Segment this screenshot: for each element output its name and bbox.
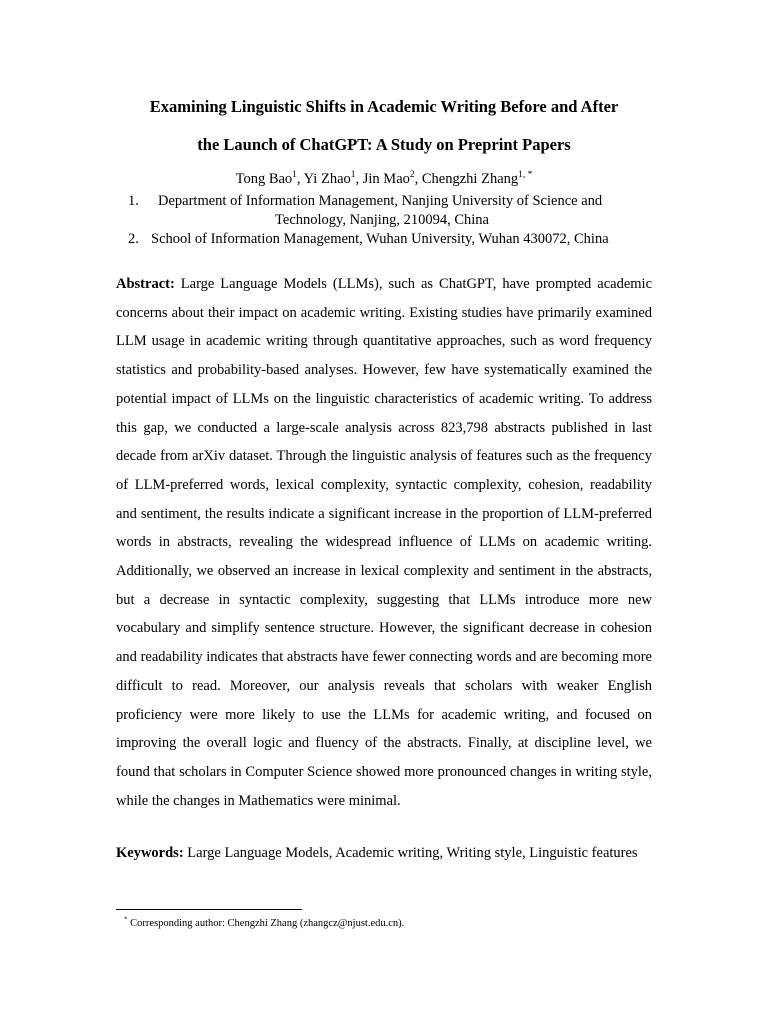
affiliation-number: 2. bbox=[128, 231, 139, 247]
footnote-text: Corresponding author: Chengzhi Zhang (zhangcz@njust.edu.cn). bbox=[130, 918, 405, 929]
paper-title-line-1: Examining Linguistic Shifts in Academic Writing Before and After bbox=[149, 97, 619, 116]
affiliation-text-line-1: Department of Information Management, Nanjing University of Science and bbox=[158, 193, 603, 209]
author-name: Chengzhi Zhang bbox=[421, 171, 519, 187]
author-name: Jin Mao bbox=[362, 171, 410, 187]
author-affiliation-mark: 1 bbox=[292, 170, 297, 181]
author-separator: , bbox=[296, 171, 304, 187]
author-name: Tong Bao bbox=[235, 171, 293, 187]
affiliation-text-line-1: School of Information Management, Wuhan University, Wuhan 430072, China bbox=[151, 231, 609, 247]
paper-title-line-2: the Launch of ChatGPT: A Study on Preprint Papers bbox=[197, 135, 571, 154]
keywords-label: Keywords: bbox=[116, 845, 184, 861]
author-affiliation-mark: 2 bbox=[409, 170, 415, 181]
abstract-text: Large Language Models (LLMs), such as ChatGPT, have prompted academic concerns about their impact on academic writing. Existing studies have primarily examined LLM usage in academic writing through quantitative approaches, such as word frequency statistics and probability-based analyses. However, few have systematically examined the potential impact of LLMs on the linguistic characteristics of academic writing. To address this gap, we conducted a large-scale analysis across 823,798 abstracts published in last decade from arXiv dataset. Through the linguistic analysis of features such as the frequency of LLM-preferred words, lexical complexity, syntactic complexity, cohesion, readability and sentiment, the results indicate a significant increase in the proportion of LLM-preferred words in abstracts, revealing the widespread influence of LLMs on academic writing. Additionally, we observed an increase in lexical complexity and sentiment in the abstracts, but a decrease in syntactic complexity, suggesting that LLMs introduce more new vocabulary and simplify sentence structure. However, the significant decrease in cohesion and readability indicates that abstracts have fewer connecting words and are becoming more difficult to read. Moreover, our analysis reveals that scholars with weaker English proficiency were more likely to use the LLMs for academic writing, and focused on improving the overall logic and fluency of the abstracts. Finally, at discipline level, we found that scholars in Computer Science showed more pronounced changes in writing style, while the changes in Mathematics were minimal. bbox=[116, 276, 653, 809]
author-separator: , bbox=[414, 171, 422, 187]
keywords-text: Large Language Models, Academic writing, Writing style, Linguistic features bbox=[187, 845, 638, 861]
affiliation-number: 1. bbox=[128, 193, 139, 209]
author-list bbox=[60, 170, 708, 188]
abstract-label: Abstract: bbox=[116, 276, 175, 292]
footnote-divider bbox=[116, 909, 302, 910]
author-affiliation-mark: 1 bbox=[350, 170, 356, 181]
abstract-paragraph bbox=[116, 270, 652, 815]
affiliation-text-line-2: Technology, Nanjing, 210094, China bbox=[275, 212, 489, 228]
footnote bbox=[124, 917, 404, 931]
keywords-paragraph bbox=[116, 839, 652, 868]
author-separator: , bbox=[355, 171, 363, 187]
author-name: Yi Zhao bbox=[303, 171, 351, 187]
author-affiliation-mark: 1, * bbox=[518, 170, 533, 181]
footnote-mark: * bbox=[124, 915, 128, 924]
